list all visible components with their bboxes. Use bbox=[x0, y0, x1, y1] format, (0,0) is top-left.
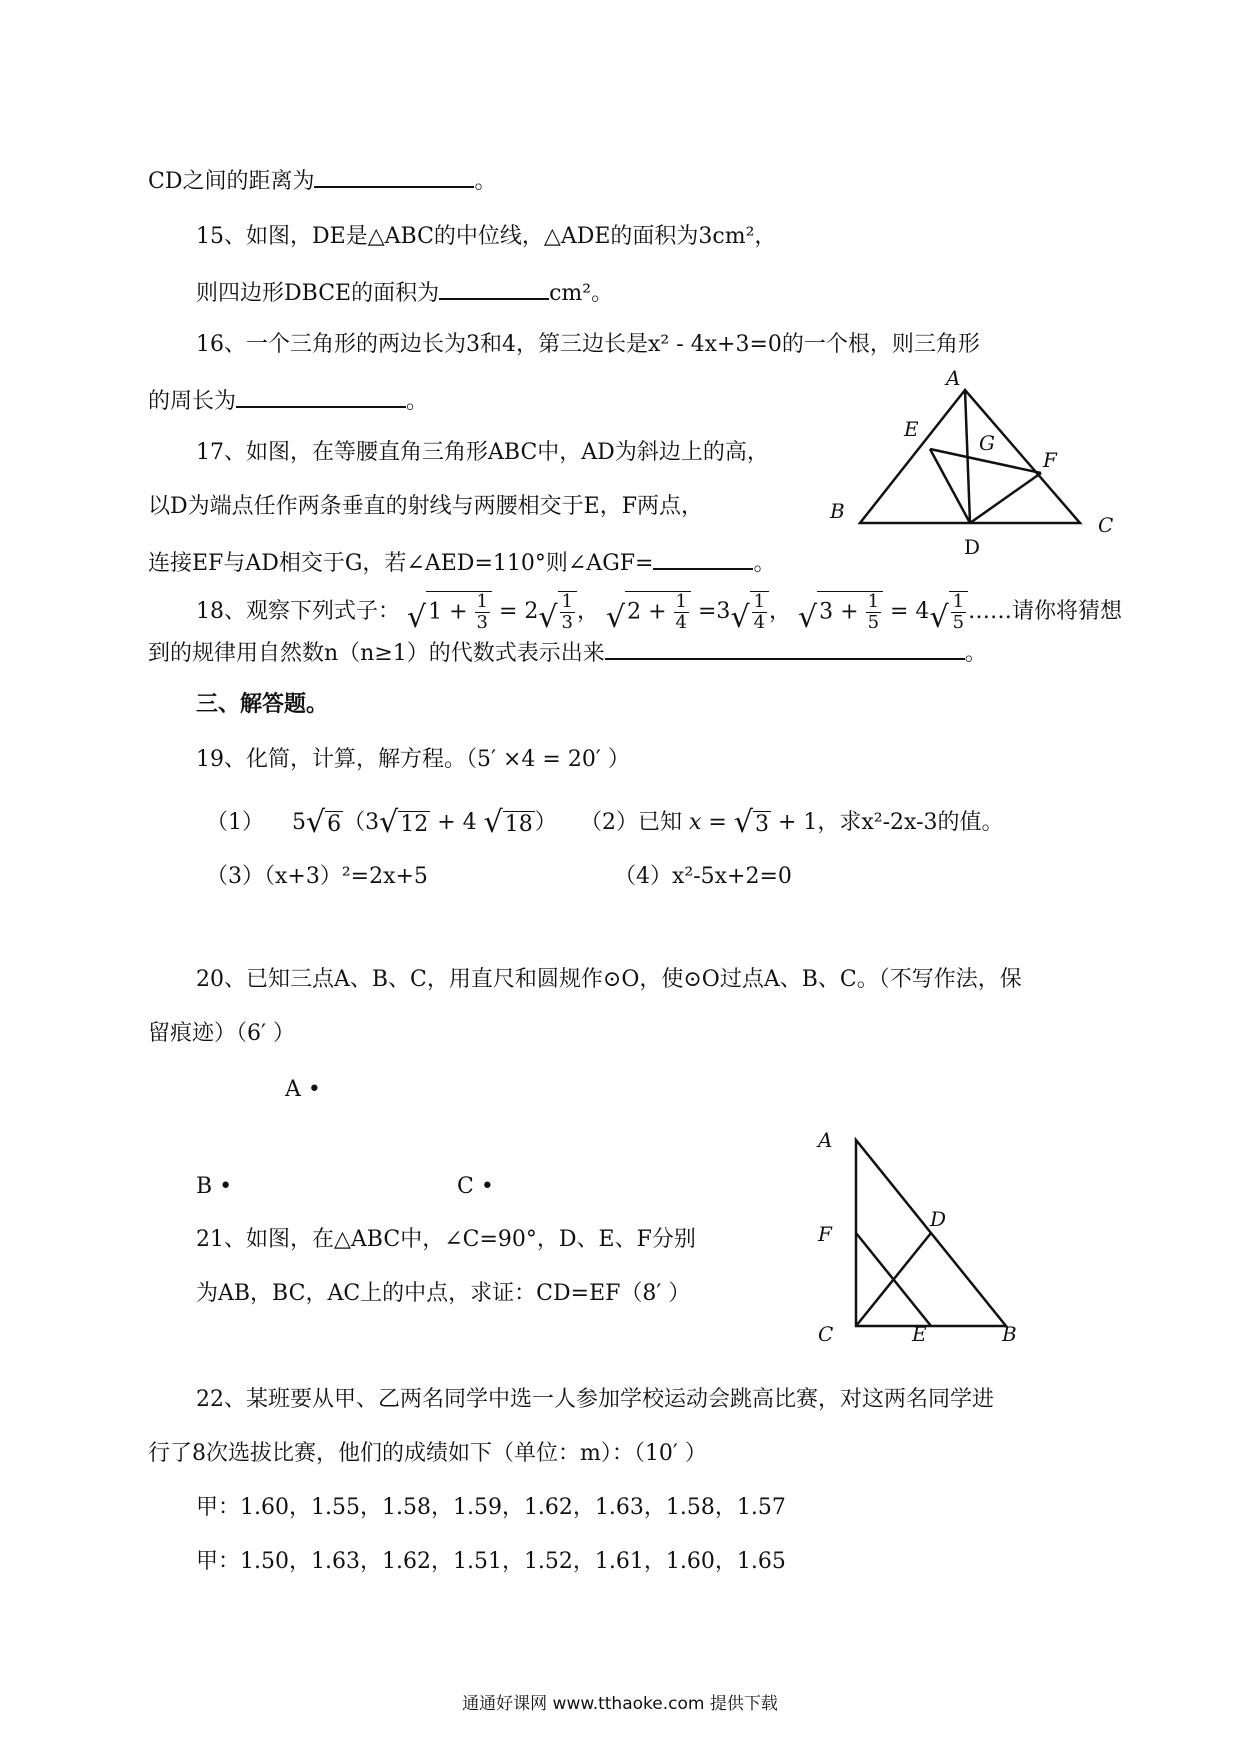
fig17-label-a: A bbox=[946, 366, 961, 390]
q19-p1-b: （3 bbox=[343, 810, 380, 835]
sqrt-result-1: √ $\frac{1}{3}$ bbox=[538, 591, 577, 633]
q16-line1: 16、一个三角形的两边长为3和4，第三边长是x² - 4x+3=0的一个根，则三角形 bbox=[196, 332, 980, 357]
q18-suffix: ……请你将猜想 bbox=[968, 599, 1123, 624]
sqrt-18: √ 18 bbox=[483, 805, 533, 840]
q18-eq2: =3 bbox=[691, 599, 731, 624]
fig17-label-b: B bbox=[830, 499, 845, 523]
q20-line1: 20、已知三点A、B、C，用直尺和圆规作⊙O，使⊙O过点A、B、C。（不写作法，保 bbox=[196, 967, 1022, 992]
point-a: A • bbox=[285, 1077, 321, 1102]
q22-line1: 22、某班要从甲、乙两名同学中选一人参加学校运动会跳高比赛，对这两名同学进 bbox=[196, 1387, 994, 1412]
q17-line3 bbox=[148, 546, 775, 579]
answer-blank[interactable] bbox=[605, 636, 965, 660]
segment-df bbox=[970, 473, 1041, 523]
q19-p1-coef: 5 bbox=[291, 810, 306, 835]
q16-text: 的周长为 bbox=[148, 389, 237, 414]
fig21-label-b: B bbox=[1002, 1322, 1017, 1346]
q16-end: 。 bbox=[406, 389, 429, 414]
section-heading: 三、解答题。 bbox=[196, 691, 329, 717]
q19-p2-eq: = bbox=[701, 810, 734, 835]
answer-blank[interactable] bbox=[439, 276, 549, 300]
q18-prefix: 18、观察下列式子： bbox=[196, 599, 400, 624]
q18-end: 。 bbox=[964, 641, 987, 666]
q15-unit: cm²。 bbox=[549, 281, 614, 306]
q19-p1-d: ） bbox=[534, 810, 557, 835]
q19-p2-a: （2）已知 bbox=[580, 810, 689, 835]
sqrt-expr-1: √ 1 + $\frac{1}{3}$ bbox=[407, 591, 492, 633]
answer-blank[interactable] bbox=[314, 164, 474, 188]
q19-p1-c: + 4 bbox=[430, 810, 484, 835]
q18-eq1: = 2 bbox=[492, 599, 539, 624]
q14-text: CD之间的距离为 bbox=[148, 169, 315, 194]
sqrt-expr-2: √ 2 + $\frac{1}{4}$ bbox=[606, 591, 691, 633]
q22-row1: 甲：1.60，1.55，1.58，1.59，1.62，1.63，1.58，1.57 bbox=[196, 1495, 786, 1520]
fig17-label-e: E bbox=[904, 417, 919, 441]
q15-line1: 15、如图，DE是△ABC的中位线，△ADE的面积为3cm²， bbox=[196, 224, 777, 249]
q21-line2: 为AB，BC，AC上的中点，求证：CD=EF（8′ ） bbox=[196, 1281, 691, 1306]
answer-blank[interactable] bbox=[236, 384, 406, 408]
q19-part3: （3）（x+3）²=2x+5 bbox=[206, 864, 428, 889]
fig17-label-c: C bbox=[1098, 513, 1114, 537]
fig17-label-f: F bbox=[1043, 448, 1057, 472]
q21-line1: 21、如图，在△ABC中，∠C=90°，D、E、F分别 bbox=[196, 1227, 696, 1252]
q19-part1 bbox=[206, 805, 557, 840]
q19-p2-x: x bbox=[689, 810, 702, 835]
sqrt-12: √ 12 bbox=[379, 805, 429, 840]
sqrt-expr-3: √ 3 + $\frac{1}{5}$ bbox=[798, 591, 883, 633]
fig21-label-c: C bbox=[818, 1322, 834, 1346]
q18-eq3: = 4 bbox=[883, 599, 930, 624]
q17-end: 。 bbox=[753, 551, 776, 576]
q15-line2 bbox=[196, 276, 613, 309]
q19-title: 19、化简，计算，解方程。（5′ ×4 = 20′ ） bbox=[196, 747, 630, 772]
q14-end: 。 bbox=[474, 169, 497, 194]
q17-line1: 17、如图，在等腰直角三角形ABC中，AD为斜边上的高， bbox=[196, 440, 769, 465]
q19-p2-b: + 1，求x²-2x-3的值。 bbox=[770, 810, 1004, 835]
q18-line1: 18、观察下列式子： √ 1 + $\frac{1}{3}$ = 2 √ $\frac{1}{3}$ ， √ 2 + $\frac{1}{4}$ =3 √ $\frac{1}{4}$ ， √ 3 + $\frac{1}{5}$ = 4 √ $\frac{1}{5}$ ……请你将猜想 bbox=[196, 591, 1123, 635]
fig21-label-a: A bbox=[818, 1128, 833, 1152]
q19-part4: （4）x²-5x+2=0 bbox=[614, 864, 792, 889]
q17-line2: 以D为端点任作两条垂直的射线与两腰相交于E，F两点， bbox=[148, 494, 703, 519]
q15-text: 则四边形DBCE的面积为 bbox=[196, 281, 440, 306]
fig17-label-g: G bbox=[979, 431, 995, 455]
point-c: C • bbox=[457, 1174, 494, 1199]
fig21-label-d: D bbox=[930, 1207, 947, 1231]
q22-row2: 甲：1.50，1.63，1.62，1.51，1.52，1.61，1.60，1.65 bbox=[196, 1549, 786, 1574]
sqrt-3: √ 3 bbox=[733, 805, 769, 840]
sqrt-6: √ 6 bbox=[305, 805, 342, 840]
fig17-label-d: D bbox=[964, 535, 981, 559]
q20-line2: 留痕迹）（6′ ） bbox=[148, 1021, 295, 1046]
page-footer: 通通好课网 www.tthaoke.com 提供下载 bbox=[462, 1694, 778, 1714]
q14-tail bbox=[148, 164, 497, 197]
fig21-label-f: F bbox=[818, 1222, 832, 1246]
segment-de bbox=[930, 449, 970, 523]
point-b: B • bbox=[196, 1174, 233, 1199]
answer-blank[interactable] bbox=[653, 546, 753, 570]
sqrt-result-3: √ $\frac{1}{5}$ bbox=[929, 591, 968, 633]
fig21-label-e: E bbox=[912, 1322, 927, 1346]
q22-line2: 行了8次选拔比赛，他们的成绩如下（单位：m）：（10′ ） bbox=[148, 1441, 707, 1466]
q19-p1-label: （1） bbox=[206, 810, 264, 835]
q17-text: 连接EF与AD相交于G，若∠AED=110°则∠AGF= bbox=[148, 551, 654, 576]
q18-line2 bbox=[148, 636, 987, 669]
q18-text: 到的规律用自然数n（n≥1）的代数式表示出来 bbox=[148, 641, 605, 666]
q16-line2 bbox=[148, 384, 428, 417]
sqrt-result-2: √ $\frac{1}{4}$ bbox=[730, 591, 769, 633]
q19-part2 bbox=[580, 805, 1004, 840]
